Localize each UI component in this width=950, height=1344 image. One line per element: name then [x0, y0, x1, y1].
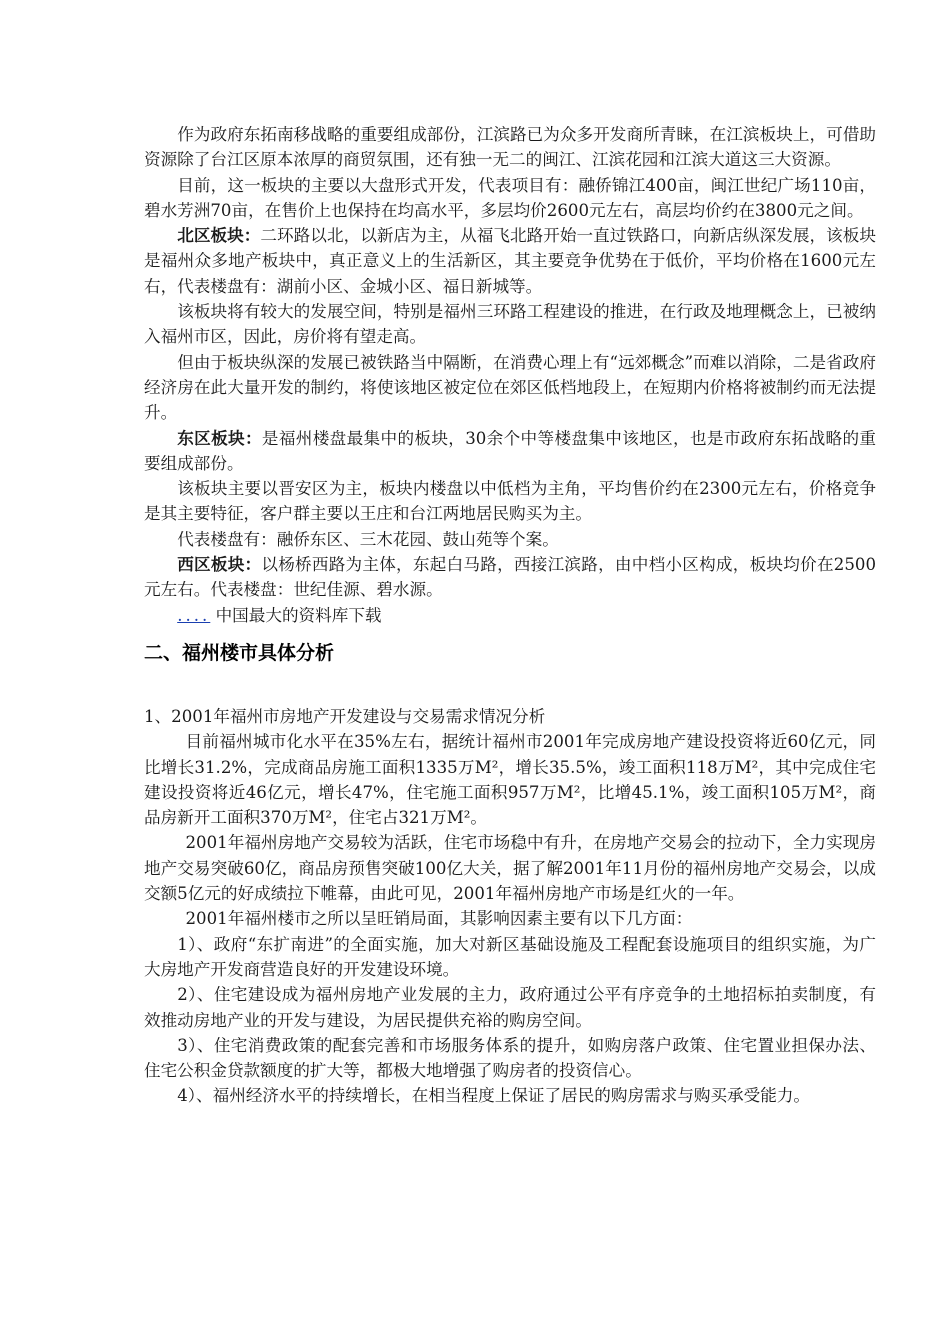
- paragraph-factor-4: 4）、福州经济水平的持续增长，在相当程度上保证了居民的购房需求与购买承受能力。: [177, 1086, 811, 1106]
- download-link[interactable]: ....: [177, 605, 211, 625]
- paragraph-factors-intro: 2001年福州楼市之所以呈旺销局面，其影响因素主要有以下几方面：: [185, 909, 693, 929]
- download-link-text: 中国最大的资料库下载: [210, 605, 382, 625]
- paragraph-north-outlook: 该板块将有较大的发展空间，特别是福州三环路工程建设的推进，在行政及地理概念上，已被纳入福州市区，因此，房价将有望走高。: [144, 302, 876, 347]
- paragraph-east-projects: 代表楼盘有：融侨东区、三木花园、鼓山苑等个案。: [177, 529, 559, 549]
- paragraph-north-constraints: 但由于板块纵深的发展已被铁路当中隔断，在消费心理上有“远郊概念”而难以消除，二是省政府经济房在此大量开发的制约，将使该地区被定位在郊区低档地段上，在短期内价格将被制约而无法提升。: [144, 352, 876, 423]
- paragraph-factor-2: 2）、住宅建设成为福州房地产业发展的主力，政府通过公平有序竞争的土地招标拍卖制度，有效推动房地产业的开发与建设，为居民提供充裕的购房空间。: [144, 985, 876, 1030]
- paragraph-urbanization-stats: 目前福州城市化水平在35%左右，据统计福州市2001年完成房地产建设投资将近60亿元，同比增长31.2%，完成商品房施工面积1335万M²，增长35.5%，竣工面积118万M²，其中完成住宅建设投资将近46亿元，增长47%，住宅施工面积957万M²，比增45.1%，竣工面积105万M²，商品房新开工面积370万M²，住宅占321万M²。: [144, 732, 876, 828]
- north-district-label: 北区板块：: [177, 225, 261, 246]
- document-body: [144, 122, 876, 1109]
- download-link-line: [144, 603, 876, 628]
- paragraph-jiangbin-projects: 目前，这一板块的主要以大盘形式开发，代表项目有：融侨锦江400亩，闽江世纪广场110亩，碧水芳洲70亩，在售价上也保持在均高水平，多层均价2600元左右，高层均价约在3800元之间。: [144, 175, 876, 220]
- spacer: [144, 669, 876, 704]
- paragraph-west-district: 西区板块：以杨桥西路为主体，东起白马路，西接江滨路，由中档小区构成，板块均价在2500元左右。代表楼盘：世纪佳源、碧水源。: [144, 554, 877, 600]
- paragraph-factor-1: 1）、政府“东扩南进”的全面实施，加大对新区基础设施及工程配套设施项目的组织实施，为广大房地产开发商营造良好的开发建设环境。: [144, 934, 876, 979]
- section-heading: 二、福州楼市具体分析: [144, 641, 335, 664]
- section-subtitle: 1、2001年福州市房地产开发建设与交易需求情况分析: [144, 706, 546, 726]
- paragraph-east-district: 东区板块：是福州楼盘最集中的板块，30余个中等楼盘集中该地区，也是市政府东拓战略的重要组成部份。: [144, 427, 876, 473]
- paragraph-jiangbin-intro: 作为政府东拓南移战略的重要组成部份，江滨路已为众多开发商所青睐，在江滨板块上，可借助资源除了台江区原本浓厚的商贸氛围，还有独一无二的闽江、江滨花园和江滨大道这三大资源。: [144, 125, 876, 170]
- west-district-label: 西区板块：: [177, 554, 262, 575]
- paragraph-trading-activity: 2001年福州房地产交易较为活跃，住宅市场稳中有升，在房地产交易会的拉动下，全力实现房地产交易突破60亿，商品房预售突破100亿大关，据了解2001年11月份的福州房地产交易会，以成交额5亿元的好成绩拉下帷幕，由此可见，2001年福州房地产市场是红火的一年。: [144, 833, 876, 904]
- east-district-label: 东区板块：: [177, 427, 262, 448]
- paragraph-factor-3: 3）、住宅消费政策的配套完善和市场服务体系的提升，如购房落户政策、住宅置业担保办法、住宅公积金贷款额度的扩大等，都极大地增强了购房者的投资信心。: [144, 1035, 876, 1081]
- paragraph-east-detail: 该板块主要以晋安区为主，板块内楼盘以中低档为主角，平均售价约在2300元左右，价格竞争是其主要特征，客户群主要以王庄和台江两地居民购买为主。: [144, 479, 876, 524]
- paragraph-north-district: 北区板块：二环路以北，以新店为主，从福飞北路开始一直过铁路口，向新店纵深发展，该板块是福州众多地产板块中，真正意义上的生活新区，其主要竞争优势在于低价，平均价格在1600元左右，代表楼盘有：湖前小区、金城小区、福日新城等。: [144, 225, 877, 296]
